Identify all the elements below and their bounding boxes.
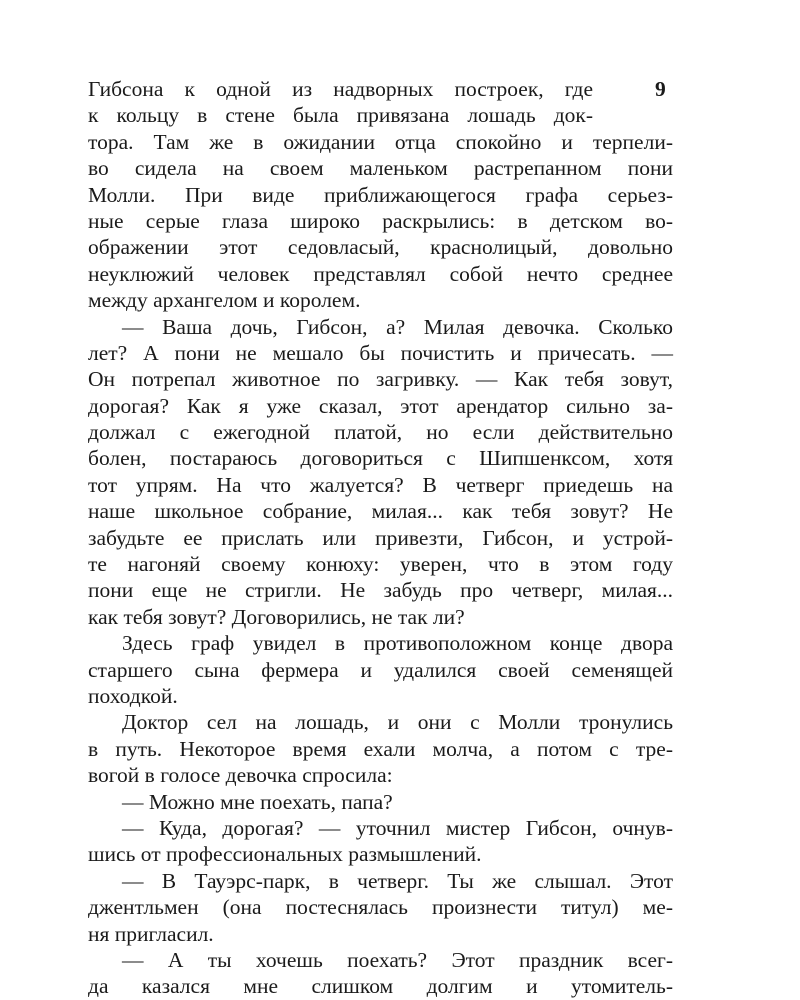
text-line: Гибсона к одной из надворных построек, где <box>88 77 593 101</box>
text-line: тот упрям. На что жалуется? В четверг приедешь на <box>88 472 673 497</box>
text-line: как тебя зовут? Договорились, не так ли? <box>88 604 465 629</box>
text-line: шись от профессиональных размышлений. <box>88 842 482 867</box>
text-line: между архангелом и королем. <box>88 288 361 313</box>
text-line: Здесь граф увидел в противоположном конце двора <box>122 631 673 656</box>
text-line: болен, постараюсь договориться с Шипшенксом, хотя <box>88 446 673 471</box>
text-line: — Можно мне поехать, папа? <box>122 789 393 814</box>
text-line: Он потрепал животное по загривку. — Как тебя зовут, <box>88 367 673 392</box>
text-line: Доктор сел на лошадь, и они с Молли тронулись <box>122 710 673 735</box>
text-line: те нагоняй своему конюху: уверен, что в этом году <box>88 552 673 577</box>
text-line: тора. Там же в ожидании отца спокойно и терпели- <box>88 129 673 154</box>
text-line: — Куда, дорогая? — уточнил мистер Гибсон, очнув- <box>122 815 673 840</box>
text-line: — А ты хочешь поехать? Этот праздник всег- <box>122 947 673 972</box>
text-line: вогой в голосе девочка спросила: <box>88 763 393 788</box>
text-line: да казался мне слишком долгим и утомитель- <box>88 974 673 999</box>
text-line: джентльмен (она постеснялась произнести титул) ме- <box>88 895 673 920</box>
text-line: в путь. Некоторое время ехали молча, а потом с тре- <box>88 736 673 761</box>
text-line: — В Тауэрс-парк, в четверг. Ты же слышал. Этот <box>122 868 673 893</box>
text-line: неуклюжий человек представлял собой нечто среднее <box>88 261 673 286</box>
text-line: к кольцу в стене была привязана лошадь док- <box>88 103 593 128</box>
text-line: во сидела на своем маленьком растрепанном пони <box>88 156 673 181</box>
text-line: старшего сына фермера и удалился своей семенящей <box>88 657 673 682</box>
text-line: ня пригласил. <box>88 921 214 946</box>
text-line: ображении этот седовласый, краснолицый, довольно <box>88 235 673 260</box>
text-line: ные серые глаза широко раскрылись: в детском во- <box>88 208 673 233</box>
text-line: забудьте ее прислать или привезти, Гибсон, и устрой- <box>88 525 673 550</box>
text-line: Молли. При виде приближающегося графа серьез- <box>88 182 673 207</box>
page-body-text <box>88 76 673 1000</box>
text-line: дорогая? Как я уже сказал, этот арендатор сильно за- <box>88 393 673 418</box>
text-line: должал с ежегодной платой, но если действительно <box>88 420 673 445</box>
text-line: наше школьное собрание, милая... как тебя зовут? Не <box>88 499 673 524</box>
text-line: походкой. <box>88 683 178 708</box>
text-line: — Ваша дочь, Гибсон, а? Милая девочка. Сколько <box>122 314 673 339</box>
text-line: лет? А пони не мешало бы почистить и причесать. — <box>88 340 673 365</box>
text-line: пони еще не стригли. Не забудь про четверг, милая... <box>88 578 673 603</box>
page-number: 9 <box>655 77 666 101</box>
